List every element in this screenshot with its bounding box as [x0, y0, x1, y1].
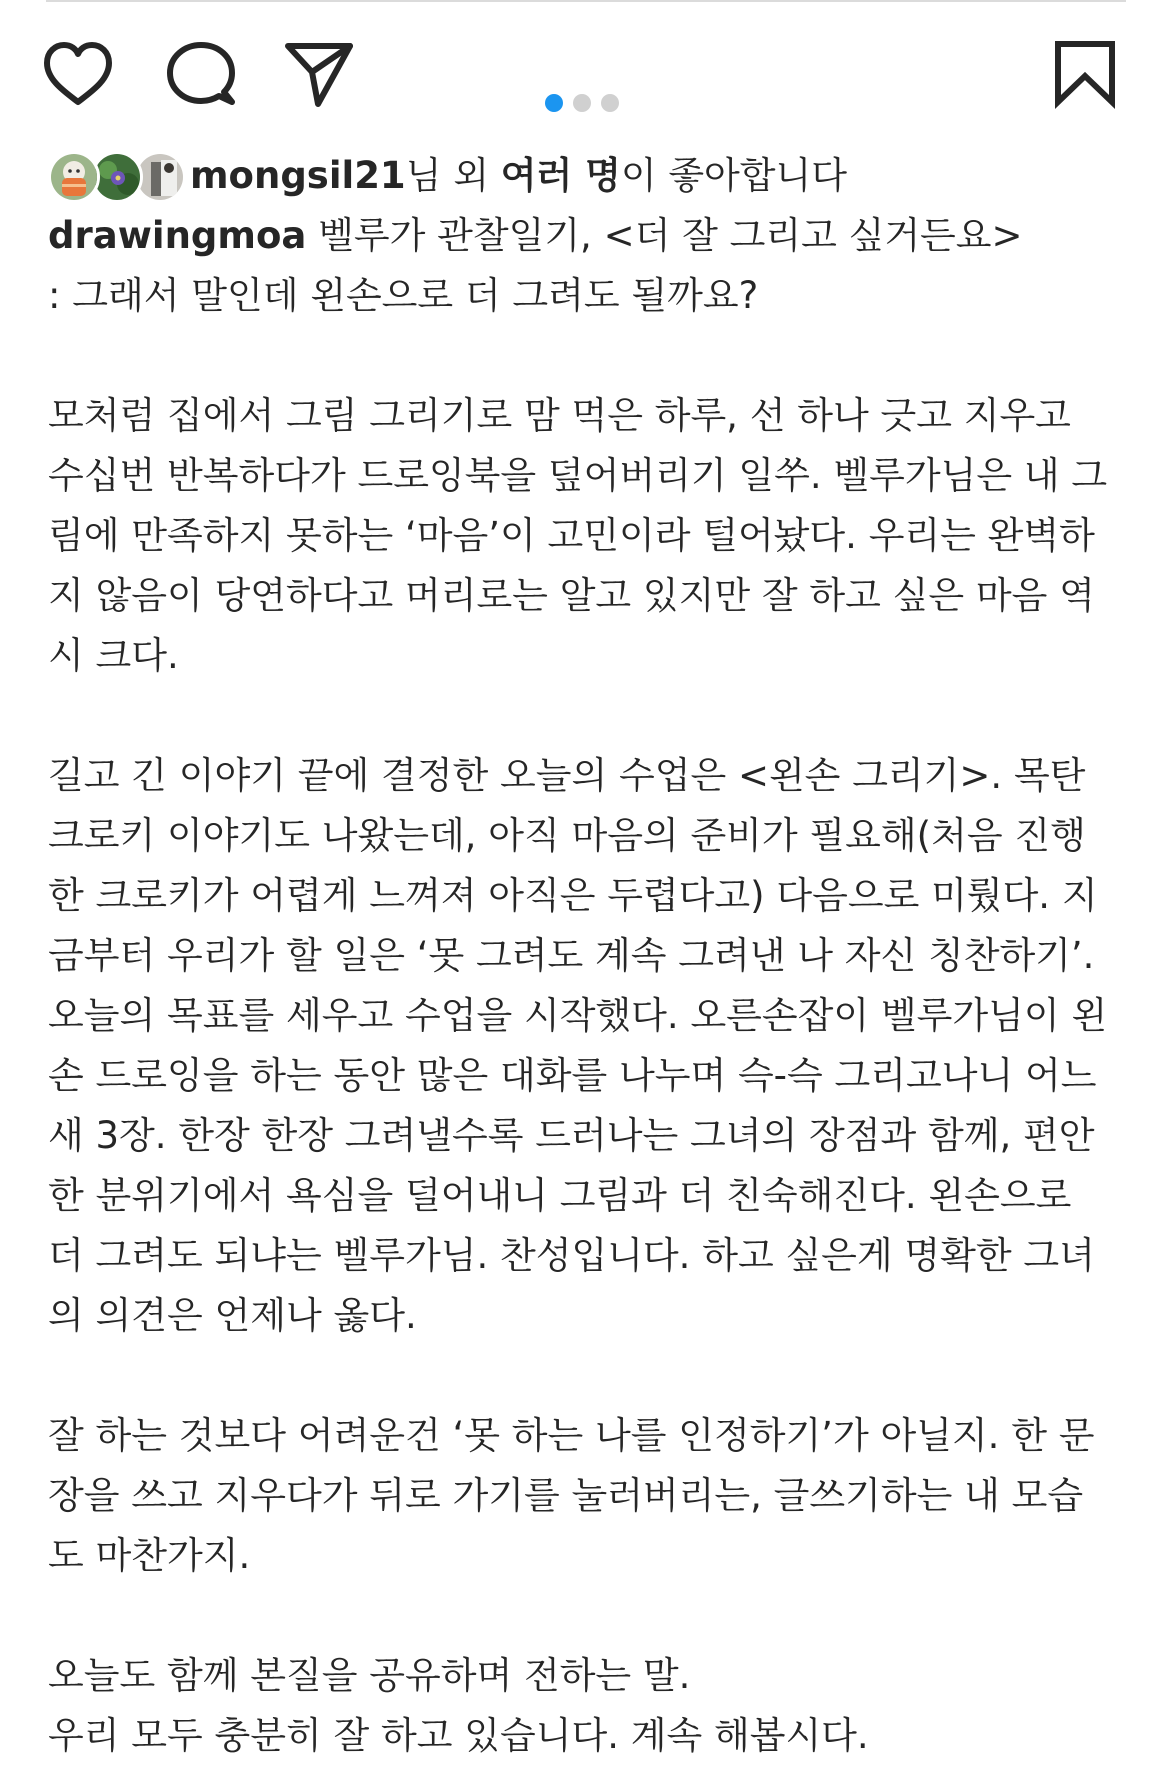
caption-header: [48, 206, 1128, 266]
caption-subtitle: : 그래서 말인데 왼손으로 더 그려도 될까요?: [48, 274, 759, 317]
paragraph-spacer: [48, 326, 1128, 386]
carousel-dot-active: [545, 94, 563, 112]
post-action-bar: [0, 36, 1170, 112]
caption-paragraph-1: 모처럼 집에서 그림 그리기로 맘 먹은 하루, 선 하나 긋고 지우고 수십번 반복하다가 드로잉북을 덮어버리기 일쑤. 벨루가님은 내 그 림에 만족하지 못하는 ‘마음’이 고민이라 털어놨다. 우리는 완벽하 지 않음이 당연하다고 머리로는 알고 있지만 잘 하고 싶은 마음 역 시 크다.: [48, 394, 1108, 677]
carousel-indicator: [545, 93, 619, 113]
carousel-dot: [601, 94, 619, 112]
heart-icon[interactable]: [40, 36, 116, 112]
caption-paragraph-4: 오늘도 함께 본질을 공유하며 전하는 말. 우리 모두 충분히 잘 하고 있습니다. 계속 해봅시다.: [48, 1654, 869, 1757]
caption-paragraph-3: 잘 하는 것보다 어려운건 ‘못 하는 나를 인정하기’가 아닐지. 한 문 장을 쓰고 지우다가 뒤로 가기를 눌러버리는, 글쓰기하는 내 모습 도 마찬가지.: [48, 1414, 1095, 1577]
likes-summary: [48, 148, 1128, 204]
others-link[interactable]: 여러 명: [500, 154, 621, 197]
caption-paragraph-2: 길고 긴 이야기 끝에 결정한 오늘의 수업은 <왼손 그리기>. 목탄 크로키 이야기도 나왔는데, 아직 마음의 준비가 필요해(처음 진행 한 크로키가 어렵게 느껴져 아직은 두렵다고) 다음으로 미뤘다. 지 금부터 우리가 할 일은 ‘못 그려도 계속 그려낸 나 자신 칭찬하기’. 오늘의 목표를 세우고 수업을 시작했다. 오른손잡이 벨루가님이 왼 손 드로잉을 하는 동안 많은 대화를 나누며 슥-슥 그리고나니 어느 새 3장. 한장 한장 그려낼수록 드러나는 그녀의 장점과 함께, 편안 한 분위기에서 욕심을 덜어내니 그림과 더 친숙해진다. 왼손으로 더 그려도 되냐는 벨루가님. 찬성입니다. 하고 싶은게 명확한 그녀 의 의견은 언제나 옳다.: [48, 754, 1108, 1337]
caption-title: 벨루가 관찰일기, <더 잘 그리고 싶거든요>: [306, 214, 1023, 257]
send-icon[interactable]: [282, 36, 358, 112]
carousel-dot: [573, 94, 591, 112]
paragraph-spacer: [48, 686, 1128, 746]
liker-avatars[interactable]: [48, 150, 184, 202]
bookmark-icon[interactable]: [1048, 36, 1124, 112]
comment-icon[interactable]: [164, 36, 240, 112]
likes-text: [190, 150, 847, 202]
paragraph-spacer: [48, 1346, 1128, 1406]
top-divider: [46, 0, 1126, 2]
liker-username[interactable]: mongsil21: [190, 154, 406, 197]
likes-text-part: 님 외: [405, 154, 501, 197]
author-username[interactable]: drawingmoa: [48, 214, 307, 257]
post-caption: [48, 206, 1128, 1766]
likes-text-part: 이 좋아합니다: [620, 154, 848, 197]
paragraph-spacer: [48, 1586, 1128, 1646]
avatar: [48, 151, 100, 203]
